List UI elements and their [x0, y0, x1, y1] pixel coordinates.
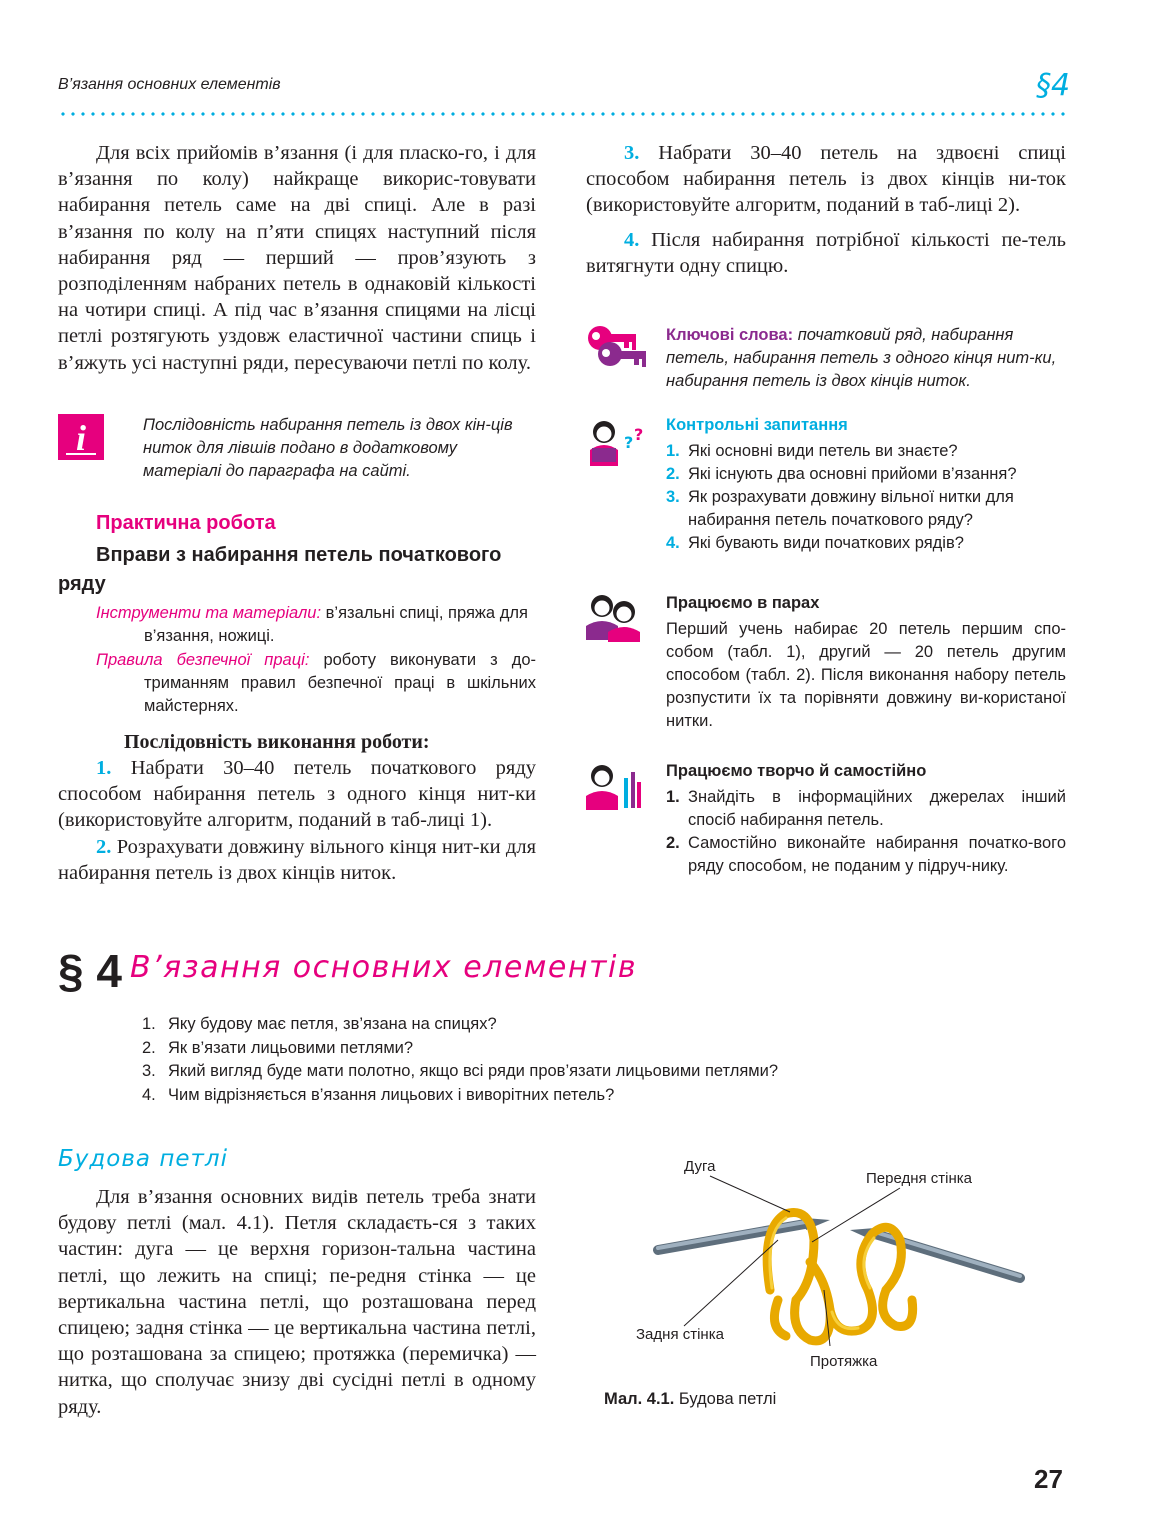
intro-paragraph: Для всіх прийомів в’язання (і для пласко-го, і для в’язання по колу) найкраще викорис-товувати набирання петель саме на дві спиці. Але в разі в’язання по колу на п’яти спицях наступний після набирання ряд — перший — пров’язують з розподіленням набраних петель в однаковій кількості на чотири спиці. А під час в’язання спицями на лісці петлі розтягують уздовж еластичної частини спиць і в’яжуть усі наступні ряди, пересуваючи петлі по колу.: [58, 142, 536, 374]
subsection-title: Будова петлі: [58, 1146, 229, 1172]
practical-work-title: Практична робота: [96, 512, 276, 534]
step-item: 3. Набрати 30–40 петель на здвоєні спиці способом набирання петель із двох кінців ни-ток (використовуйте алгоритм, поданий в таб-лиці 2).: [586, 142, 1066, 217]
svg-text:i: i: [75, 418, 87, 458]
control-questions-title: Контрольні запитання: [666, 416, 848, 434]
tools-label: Інструменти та матеріали:: [96, 604, 322, 622]
info-icon: [58, 414, 104, 460]
sequence-title: Послідовність виконання роботи:: [124, 731, 430, 753]
list-item: 3. Який вигляд буде мати полотно, якщо всі ряди пров’язати лицьовими петлями?: [142, 1062, 779, 1081]
pair-work-text: Перший учень набирає 20 петель першим спо-собом (табл. 1), другий — 20 петель другим способом (табл. 2). Після виконання набору петель розпустити їх та порівняти довжину ви-користаної нитки.: [666, 620, 1066, 730]
keywords: [666, 324, 1066, 393]
creative-work-list: [666, 786, 1066, 878]
label-bridge: Протяжка: [810, 1353, 878, 1370]
step-item: 4. Після набирання потрібної кількості пе-тель витягнути одну спицю.: [586, 228, 1066, 277]
keywords-text: початковий ряд, набирання петель, набирання петель з одного кінця нит-ки, набирання петель із двох кінців ниток.: [666, 326, 1057, 390]
list-item: 1. Знайдіть в інформаційних джерелах інший спосіб набирання петель.: [666, 788, 1066, 829]
list-item: 2. Самостійно виконайте набирання початко-вого ряду способом, не поданим у підруч-нику.: [666, 834, 1066, 875]
loop-structure-figure: [600, 1150, 1060, 1380]
list-item: 4. Які бувають види початкових рядів?: [666, 534, 964, 552]
section-number: § 4: [58, 945, 122, 997]
rules-label: Правила безпечної праці:: [96, 651, 310, 669]
loop-structure-paragraph: Для в’язання основних видів петель треба знати будову петлі (мал. 4.1). Петля складаєть-ся з таких частин: дуга — це верхня горизон-тальна частина петлі, що лежить на спиці; пе-редня стінка — це вертикальна частина петлі, що розташована перед спицею; задня стінка — це вертикальна частина петлі, що розташована за спицею; протяжка (перемичка) — нитка, що сполучає знизу дві сусідні петлі в одному ряду.: [58, 1186, 536, 1418]
creative-work-title: Працюємо творчо й самостійно: [666, 762, 927, 780]
list-item: 2. Як в’язати лицьовими петлями?: [142, 1038, 414, 1057]
steps-left: [58, 755, 536, 886]
caption-text: Будова петлі: [678, 1390, 777, 1408]
knitting-loop-illustration: [600, 1150, 1060, 1380]
label-arc: Дуга: [684, 1158, 716, 1175]
label-back-wall: Задня стінка: [636, 1326, 724, 1343]
info-note: Послідовність набирання петель із двох кін-ців ниток для лівшів подано в додатковому матеріалі до параграфа на сайті.: [143, 416, 513, 480]
running-title: В’язання основних елементів: [58, 76, 281, 93]
list-item: 1. Які основні види петель ви знаєте?: [666, 442, 958, 460]
page-number: 27: [1034, 1464, 1063, 1494]
list-item: 2. Які існують два основні прийоми в’язання?: [666, 465, 1017, 483]
section-questions: [142, 1013, 1042, 1107]
steps-right: [586, 140, 1066, 279]
svg-text:?: ?: [624, 433, 634, 452]
header-divider: [58, 112, 1068, 116]
figure-caption: [604, 1390, 776, 1409]
creative-work-icon: [584, 762, 644, 817]
key-icon: [584, 324, 650, 375]
label-front-wall: Передня стінка: [866, 1170, 973, 1187]
pair-work-title: Працюємо в парах: [666, 594, 820, 612]
svg-text:?: ?: [634, 425, 644, 444]
caption-number: Мал. 4.1.: [604, 1390, 675, 1408]
control-questions-list: [666, 440, 1066, 555]
step-item: 1. Набрати 30–40 петель початкового ряду способом набирання петель з одного кінця нит-ки (використовуйте алгоритм, поданий в таб-лиці 1).: [58, 757, 537, 832]
practical-work-subtitle: Вправи з набирання петель початкового ряду: [58, 544, 502, 595]
list-item: 3. Як розрахувати довжину вільної нитки для набирання петель початкового ряду?: [666, 488, 1014, 529]
safety-rules: [96, 649, 536, 718]
pair-work-icon: [584, 592, 644, 647]
student-question-icon: [584, 418, 650, 473]
list-item: 4. Чим відрізняється в’язання лицьових і виворітних петель?: [142, 1085, 615, 1104]
tools-text: в’язальні спиці, пряжа для в’язання, ножиці.: [144, 604, 528, 645]
section-title: В’язання основних елементів: [130, 950, 637, 985]
step-item: 2. Розрахувати довжину вільного кінця нит-ки для набирання петель із двох кінців ниток.: [58, 835, 537, 884]
tools-materials: [96, 602, 536, 648]
rules-text: роботу виконувати з до-триманням правил безпечної праці в шкільних майстернях.: [144, 651, 536, 715]
keywords-label: Ключові слова:: [666, 326, 794, 344]
section-mark: §4: [1036, 68, 1071, 103]
list-item: 1. Яку будову має петля, зв’язана на спицях?: [142, 1015, 497, 1033]
